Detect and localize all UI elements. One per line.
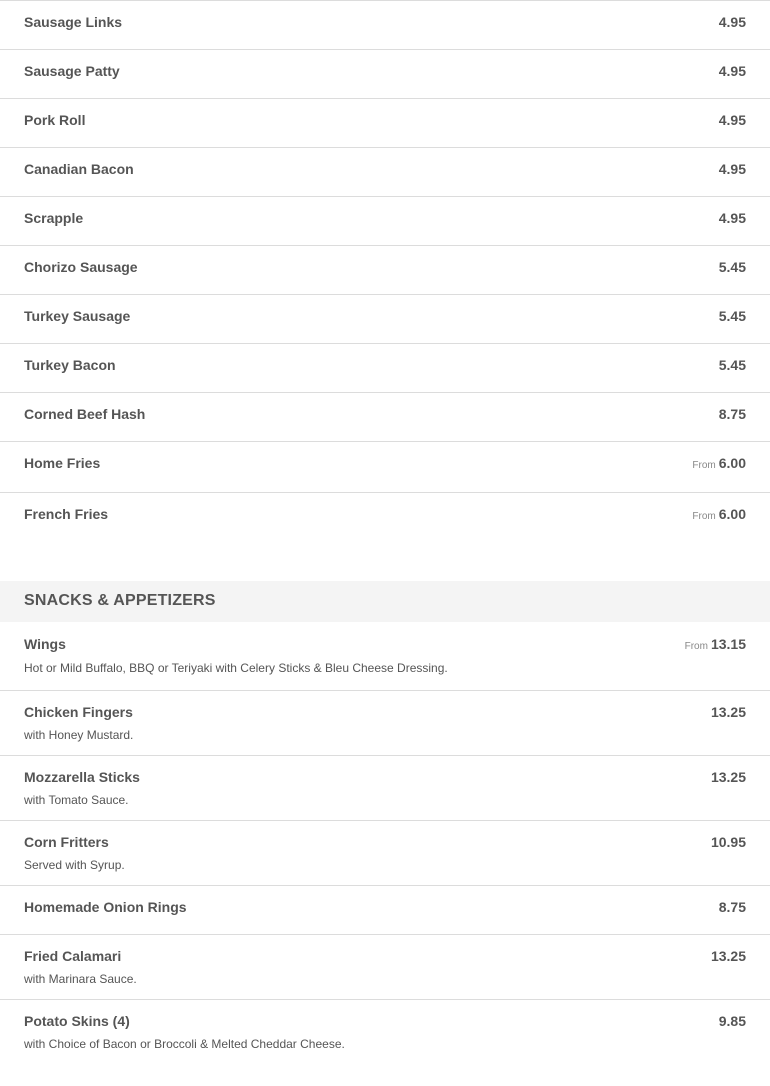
menu-item[interactable] <box>0 343 770 392</box>
item-price: 4.95 <box>718 14 746 30</box>
menu-item[interactable] <box>0 147 770 196</box>
menu-item[interactable] <box>0 885 770 934</box>
from-label: From <box>684 641 708 652</box>
item-name: Corned Beef Hash <box>24 406 146 422</box>
menu-item[interactable] <box>0 294 770 343</box>
item-description: with Honey Mustard. <box>24 728 134 742</box>
item-name: Chorizo Sausage <box>24 259 138 275</box>
item-description: Served with Syrup. <box>24 858 125 872</box>
item-price: 8.75 <box>718 899 746 915</box>
menu-item[interactable] <box>0 999 770 1064</box>
menu-item[interactable] <box>0 492 770 543</box>
item-description: Hot or Mild Buffalo, BBQ or Teriyaki with Celery Sticks & Bleu Cheese Dressing. <box>24 661 448 675</box>
menu-item[interactable] <box>0 245 770 294</box>
item-name: Canadian Bacon <box>24 161 134 177</box>
item-name: Wings <box>24 636 66 652</box>
menu-item[interactable] <box>0 820 770 885</box>
item-price: 4.95 <box>718 161 746 177</box>
item-price: From 6.00 <box>692 506 746 522</box>
section-spacer <box>0 543 770 581</box>
item-price: 9.85 <box>718 1013 746 1029</box>
item-price: From 13.15 <box>684 636 746 652</box>
item-name: Chicken Fingers <box>24 704 133 720</box>
menu-item[interactable] <box>0 622 770 690</box>
item-price: 4.95 <box>718 112 746 128</box>
menu-item[interactable] <box>0 690 770 755</box>
item-price: 5.45 <box>718 308 746 324</box>
item-name: French Fries <box>24 506 109 522</box>
item-price: 13.25 <box>710 769 746 785</box>
menu-item[interactable] <box>0 196 770 245</box>
item-price: 5.45 <box>718 357 746 373</box>
item-description: with Marinara Sauce. <box>24 972 137 986</box>
section-header <box>0 581 770 622</box>
menu-item[interactable] <box>0 755 770 820</box>
item-name: Mozzarella Sticks <box>24 769 140 785</box>
item-price: From 6.00 <box>692 455 746 471</box>
item-name: Sausage Links <box>24 14 123 30</box>
from-label: From <box>692 460 716 471</box>
item-name: Potato Skins (4) <box>24 1013 130 1029</box>
item-description: with Choice of Bacon or Broccoli & Melted Cheddar Cheese. <box>24 1037 345 1051</box>
item-price: 4.95 <box>718 63 746 79</box>
item-name: Corn Fritters <box>24 834 109 850</box>
item-price: 10.95 <box>710 834 746 850</box>
item-name: Turkey Bacon <box>24 357 116 373</box>
item-name: Pork Roll <box>24 112 86 128</box>
item-name: Sausage Patty <box>24 63 120 79</box>
menu-item[interactable] <box>0 0 770 49</box>
item-name: Scrapple <box>24 210 84 226</box>
item-price: 8.75 <box>718 406 746 422</box>
menu-item[interactable] <box>0 441 770 492</box>
section-title: SNACKS & APPETIZERS <box>24 592 216 609</box>
from-label: From <box>692 511 716 522</box>
item-price: 5.45 <box>718 259 746 275</box>
item-price: 13.25 <box>710 948 746 964</box>
item-name: Fried Calamari <box>24 948 122 964</box>
item-price: 4.95 <box>718 210 746 226</box>
menu-item[interactable] <box>0 934 770 999</box>
item-name: Home Fries <box>24 455 101 471</box>
menu-item[interactable] <box>0 392 770 441</box>
menu-item[interactable] <box>0 49 770 98</box>
item-price: 13.25 <box>710 704 746 720</box>
item-name: Turkey Sausage <box>24 308 131 324</box>
item-description: with Tomato Sauce. <box>24 793 129 807</box>
item-name: Homemade Onion Rings <box>24 899 187 915</box>
menu-item[interactable] <box>0 98 770 147</box>
